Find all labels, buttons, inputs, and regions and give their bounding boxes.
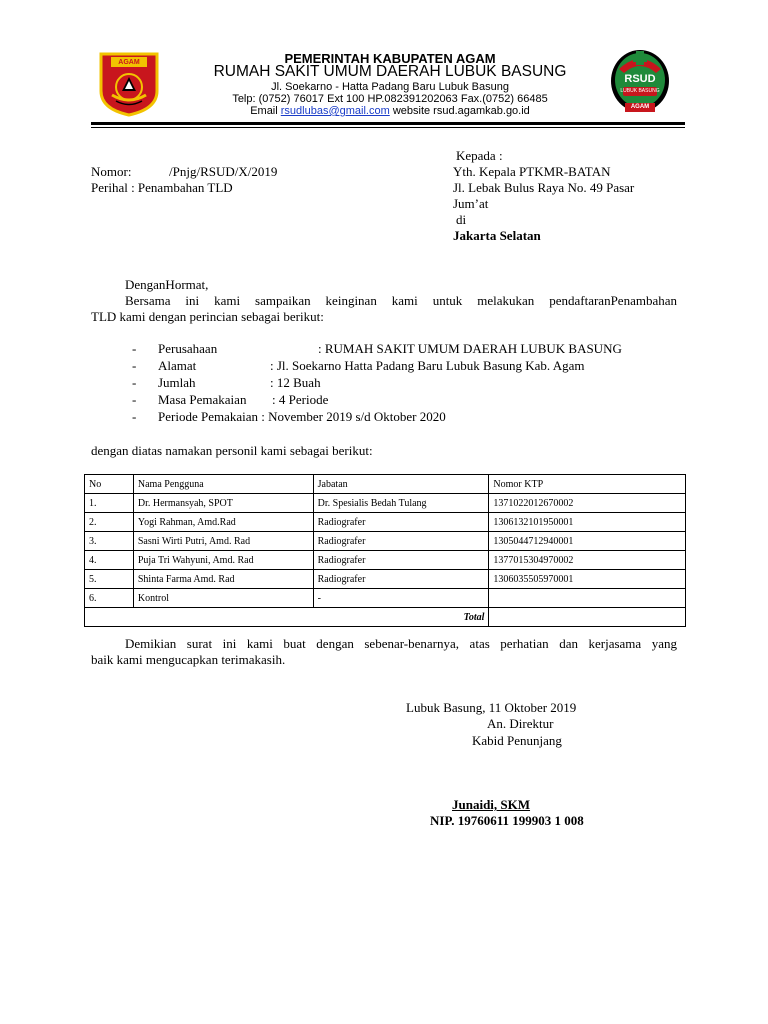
signature-nip: NIP. 19760611 199903 1 008 — [430, 813, 584, 828]
detail-sep: : — [272, 392, 276, 407]
table-cell-jabatan: Radiografer — [313, 513, 489, 532]
agam-logo-text: AGAM — [118, 59, 140, 66]
table-row — [85, 513, 686, 532]
signature-name: Junaidi, SKM — [452, 797, 531, 812]
table-row — [85, 589, 686, 608]
table-row — [85, 551, 686, 570]
detail-sep: : — [270, 375, 274, 390]
intro-line1: Bersama ini kami sampaikan keinginan kami untuk melakukan pendaftaranPenambahan — [125, 293, 677, 308]
recipient-city: Jakarta Selatan — [453, 228, 541, 243]
table-cell-jabatan: Radiografer — [313, 551, 489, 570]
detail-label: Periode Pemakaian — [158, 409, 258, 424]
table-row — [85, 532, 686, 551]
rsud-logo-bottom-text: AGAM — [630, 104, 650, 110]
personnel-intro: dengan diatas namakan personil kami sebagai berikut: — [91, 443, 373, 458]
email-label: Email — [250, 105, 278, 117]
table-cell-nama: Kontrol — [133, 589, 313, 608]
table-cell-no: 3. — [85, 532, 134, 551]
detail-value: Jl. Soekarno Hatta Padang Baru Lubuk Basung Kab. Agam — [276, 358, 585, 373]
recipient-line1: Yth. Kepala PTKMR-BATAN — [453, 164, 611, 179]
intro-line2: TLD kami dengan perincian sebagai berikut: — [91, 309, 324, 324]
table-header-jabatan: Jabatan — [313, 475, 489, 494]
table-row — [85, 570, 686, 589]
recipient-line3: Jum’at — [453, 196, 489, 211]
detail-value: RUMAH SAKIT UMUM DAERAH LUBUK BASUNG — [324, 341, 622, 356]
table-total-label: Total — [85, 608, 489, 627]
table-cell-jabatan: - — [313, 589, 489, 608]
table-cell-jabatan: Dr. Spesialis Bedah Tulang — [313, 494, 489, 513]
perihal: Perihal : Penambahan TLD — [91, 180, 233, 195]
table-total-value — [489, 608, 686, 627]
detail-dash: - — [132, 409, 137, 424]
table-cell-jabatan: Radiografer — [313, 532, 489, 551]
closing-line2: baik kami mengucapkan terimakasih. — [91, 652, 286, 667]
nomor-value: /Pnjg/RSUD/X/2019 — [169, 164, 278, 179]
header-rule-thin — [91, 127, 685, 128]
detail-label: Perusahaan — [158, 341, 218, 356]
detail-row-alamat — [132, 358, 585, 374]
recipient-kepada: Kepada : — [456, 148, 503, 163]
table-header-no: No — [85, 475, 134, 494]
signature-role: Kabid Penunjang — [472, 733, 562, 748]
website-text: website rsud.agamkab.go.id — [392, 105, 530, 117]
detail-sep: : — [318, 341, 322, 356]
table-total-row — [85, 608, 686, 627]
table-cell-no: 2. — [85, 513, 134, 532]
detail-row-masa — [132, 392, 328, 408]
email-link[interactable]: rsudlubas@gmail.com — [280, 105, 390, 117]
nomor-label: Nomor: — [91, 164, 132, 179]
table-cell-ktp: 1305044712940001 — [489, 532, 686, 551]
table-cell-no: 5. — [85, 570, 134, 589]
table-cell-ktp: 1306035505970001 — [489, 570, 686, 589]
government-name: PEMERINTAH KABUPATEN AGAM — [284, 51, 496, 66]
detail-value: 4 Periode — [278, 392, 329, 407]
detail-dash: - — [132, 358, 137, 373]
rsud-logo — [609, 47, 671, 115]
personnel-table — [84, 474, 686, 627]
signature-place-date: Lubuk Basung, 11 Oktober 2019 — [406, 700, 577, 715]
table-cell-nama: Puja Tri Wahyuni, Amd. Rad — [133, 551, 313, 570]
header-rule-thick — [91, 122, 685, 125]
detail-sep: : — [270, 358, 274, 373]
detail-sep: : — [261, 409, 265, 424]
closing-line1: Demikian surat ini kami buat dengan sebenar-benarnya, atas perhatian dan kerjasama yang — [125, 636, 677, 651]
table-cell-ktp: 1306132101950001 — [489, 513, 686, 532]
table-cell-ktp: 1377015304970002 — [489, 551, 686, 570]
hospital-phone: Telp: (0752) 76017 Ext 100 HP.082391202063 Fax.(0752) 66485 — [232, 93, 548, 105]
detail-row-periode — [132, 409, 446, 425]
greeting: DenganHormat, — [125, 277, 209, 292]
hospital-contact — [180, 105, 600, 118]
detail-label: Alamat — [158, 358, 197, 373]
table-cell-nama: Dr. Hermansyah, SPOT — [133, 494, 313, 513]
table-cell-no: 1. — [85, 494, 134, 513]
recipient-line4: di — [456, 212, 467, 227]
table-cell-nama: Sasni Wirti Putri, Amd. Rad — [133, 532, 313, 551]
hospital-name: RUMAH SAKIT UMUM DAERAH LUBUK BASUNG — [213, 63, 567, 80]
detail-label: Jumlah — [158, 375, 196, 390]
table-header-row — [85, 475, 686, 494]
agam-logo — [98, 51, 160, 117]
detail-row-perusahaan — [132, 341, 622, 357]
table-cell-no: 4. — [85, 551, 134, 570]
detail-value: November 2019 s/d Oktober 2020 — [268, 409, 446, 424]
recipient-line2: Jl. Lebak Bulus Raya No. 49 Pasar — [453, 180, 635, 195]
table-cell-nama: Shinta Farma Amd. Rad — [133, 570, 313, 589]
detail-dash: - — [132, 375, 137, 390]
signature-an: An. Direktur — [487, 716, 554, 731]
detail-value: 12 Buah — [276, 375, 321, 390]
detail-row-jumlah — [132, 375, 321, 391]
table-cell-nama: Yogi Rahman, Amd.Rad — [133, 513, 313, 532]
hospital-address: Jl. Soekarno - Hatta Padang Baru Lubuk Basung — [271, 81, 509, 93]
table-header-nama: Nama Pengguna — [133, 475, 313, 494]
table-header-ktp: Nomor KTP — [489, 475, 686, 494]
table-cell-ktp — [489, 589, 686, 608]
rsud-logo-ring-text: LUBUK BASUNG — [620, 88, 660, 94]
detail-dash: - — [132, 392, 137, 407]
table-cell-jabatan: Radiografer — [313, 570, 489, 589]
table-cell-ktp: 1371022012670002 — [489, 494, 686, 513]
detail-label: Masa Pemakaian — [158, 392, 247, 407]
table-row — [85, 494, 686, 513]
detail-dash: - — [132, 341, 137, 356]
rsud-logo-text: RSUD — [624, 73, 656, 85]
table-cell-no: 6. — [85, 589, 134, 608]
